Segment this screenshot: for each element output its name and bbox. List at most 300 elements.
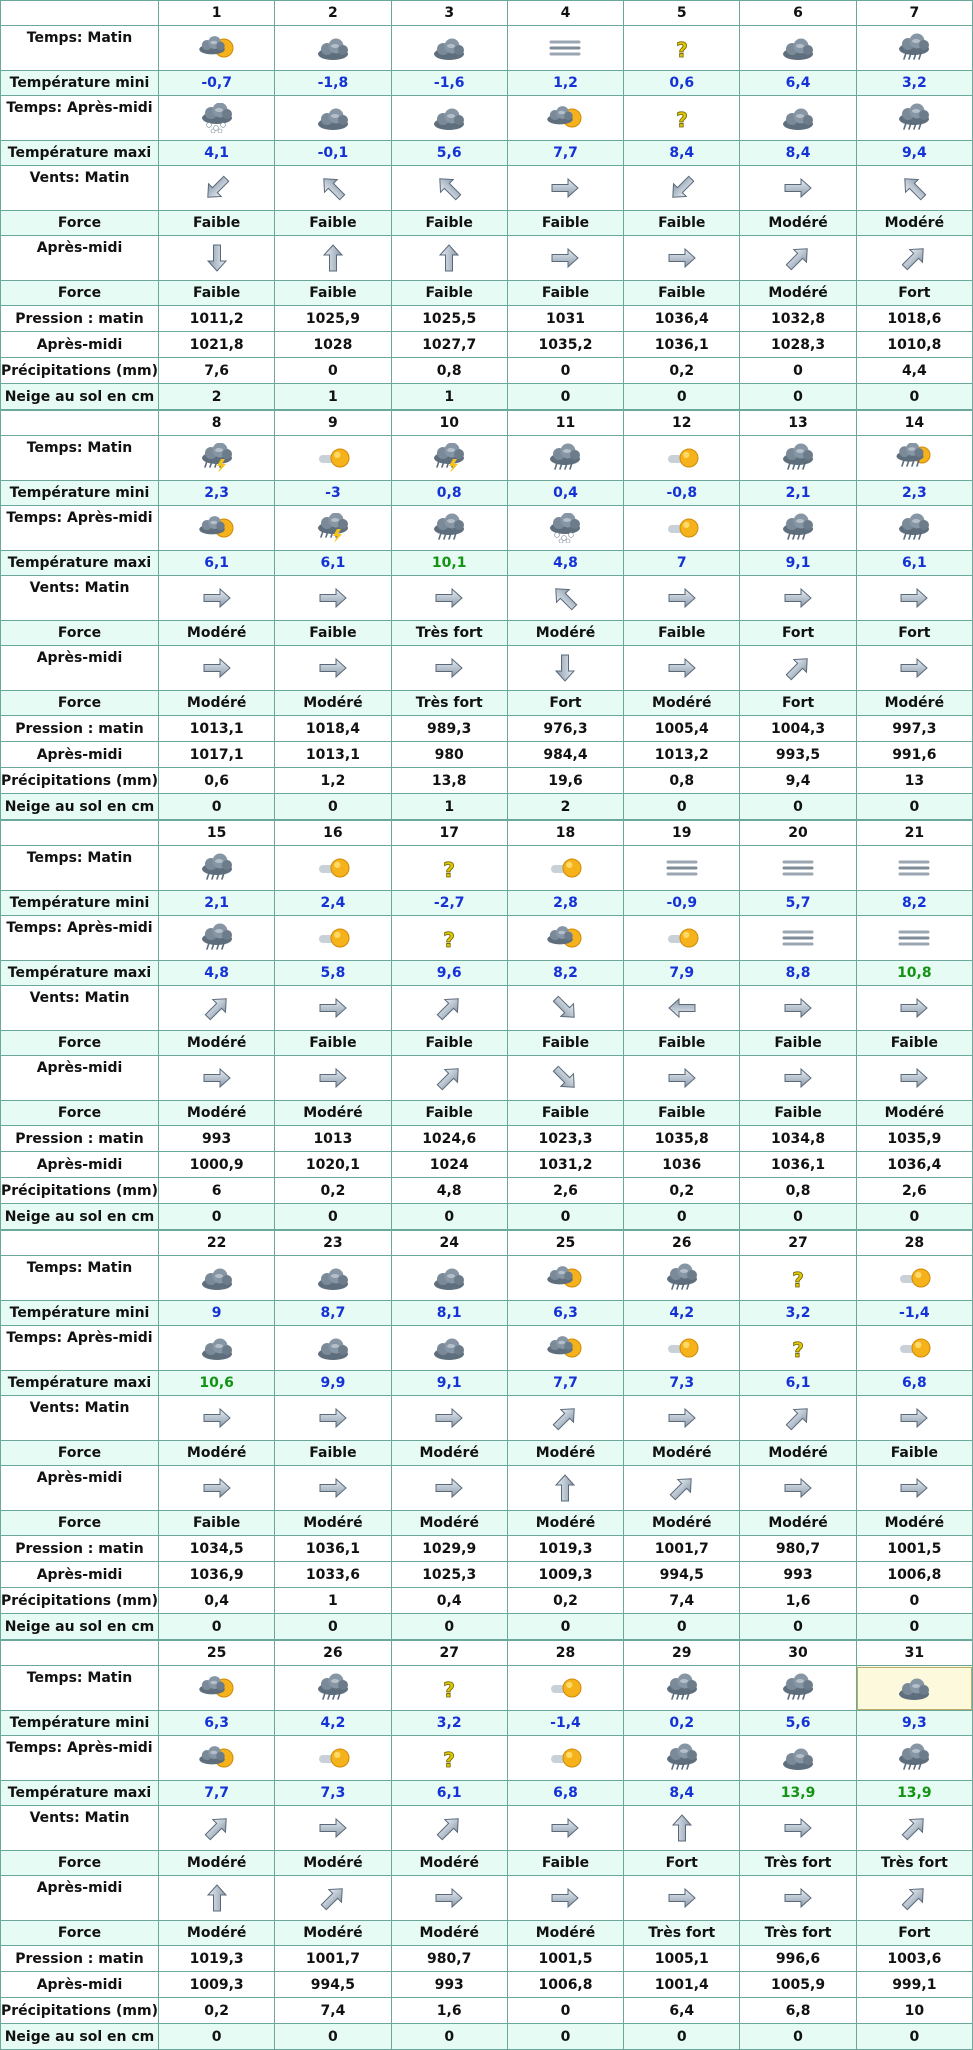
weather-cell[interactable] [159,916,275,961]
weather-cell[interactable] [159,1666,275,1711]
value-cell: 1005,1 [624,1946,740,1972]
weather-cell[interactable] [275,436,391,481]
row-force_pm [1,1921,973,1946]
value-cell: 0 [159,1204,275,1230]
temp-value: 9,9 [275,1371,391,1396]
row-precip [1,768,973,794]
wind-cell [275,236,391,281]
weather-cell[interactable] [740,96,856,141]
wind-arrow-icon [392,583,507,613]
row-wind_am [1,1806,973,1851]
weather-cell[interactable] [856,436,972,481]
weather-cell[interactable] [624,96,740,141]
weather-cell[interactable] [275,1666,391,1711]
row-snow [1,1204,973,1230]
value-cell: Modéré [740,1441,856,1466]
row-label: Force [1,691,159,716]
svg-text:?: ? [675,38,688,62]
rain-icon [392,513,507,543]
weather-cell[interactable] [507,506,623,551]
value-cell: Très fort [740,1851,856,1876]
row-tmax [1,1781,973,1806]
wind-arrow-icon [740,1883,855,1913]
row-tmin [1,891,973,916]
weather-cell[interactable] [507,436,623,481]
weather-cell[interactable] [159,1326,275,1371]
row-tmax [1,961,973,986]
day-number: 14 [856,411,972,436]
weather-cell[interactable] [624,506,740,551]
wind-arrow-icon [392,1063,507,1093]
weather-cell[interactable] [624,1256,740,1301]
temp-value: 5,6 [391,141,507,166]
value-cell: 0 [624,384,740,410]
value-cell: Modéré [275,1511,391,1536]
weather-cell[interactable] [391,506,507,551]
weather-cell[interactable] [391,26,507,71]
temp-value: 0,2 [624,1711,740,1736]
value-cell: 1000,9 [159,1152,275,1178]
weather-cell[interactable] [159,26,275,71]
value-cell: 1035,9 [856,1126,972,1152]
weather-cell[interactable] [740,1666,856,1711]
value-cell: 1001,4 [624,1972,740,1998]
weather-cell[interactable] [507,26,623,71]
wind-cell [159,166,275,211]
value-cell: 1018,4 [275,716,391,742]
value-cell: 10 [856,1998,972,2024]
value-cell: Modéré [624,1441,740,1466]
value-cell: 1 [391,794,507,820]
temp-value: 8,4 [624,141,740,166]
wind-arrow-icon [392,173,507,203]
corner-cell [1,821,159,846]
value-cell: 0 [275,1204,391,1230]
corner-cell [1,1231,159,1256]
svg-text:?: ? [792,1338,804,1362]
value-cell: Modéré [856,1101,972,1126]
row-weather_pm [1,1326,973,1371]
wind-cell [740,1806,856,1851]
unknown-icon [392,1673,507,1703]
value-cell: 1025,3 [391,1562,507,1588]
temp-value: 6,4 [740,71,856,96]
week-table [0,0,973,410]
value-cell: Faible [624,211,740,236]
weather-cell[interactable] [624,1666,740,1711]
value-cell: Modéré [159,1851,275,1876]
weather-cell[interactable] [159,846,275,891]
wind-arrow-icon [508,1883,623,1913]
wind-cell [507,166,623,211]
wind-arrow-icon [508,1063,623,1093]
row-label: Température mini [1,1301,159,1326]
temp-value: 2,1 [159,891,275,916]
weather-cell[interactable] [856,1736,972,1781]
unknown-icon [392,853,507,883]
temp-value: -0,7 [159,71,275,96]
wind-arrow-icon [740,653,855,683]
weather-cell[interactable] [159,96,275,141]
weather-cell[interactable] [856,1326,972,1371]
value-cell: Faible [856,1031,972,1056]
wind-arrow-icon [159,1403,274,1433]
weather-cell[interactable] [740,846,856,891]
value-cell: Modéré [856,1511,972,1536]
value-cell: 993,5 [740,742,856,768]
corner-cell [1,411,159,436]
wind-arrow-icon [392,993,507,1023]
row-label: Temps: Matin [1,846,159,891]
wind-cell [159,1806,275,1851]
weather-cell[interactable] [391,1666,507,1711]
temp-value: 2,3 [856,481,972,506]
weather-cell[interactable] [624,1326,740,1371]
value-cell: 993 [159,1126,275,1152]
weather-cell[interactable] [740,1326,856,1371]
wind-arrow-icon [392,1473,507,1503]
sun-rain-icon [857,443,972,473]
rain-icon [740,513,855,543]
value-cell: 0 [507,1998,623,2024]
row-days [1,821,973,846]
cloud-icon [275,103,390,133]
row-tmin [1,1711,973,1736]
value-cell: 2,6 [856,1178,972,1204]
weather-cell[interactable] [740,916,856,961]
value-cell: 0,8 [624,768,740,794]
value-cell: Faible [507,1031,623,1056]
weather-cell[interactable] [275,96,391,141]
weather-cell[interactable] [856,846,972,891]
row-force_pm [1,1511,973,1536]
weather-cell[interactable] [624,916,740,961]
corner-cell [1,1,159,26]
weather-cell[interactable] [159,436,275,481]
wind-arrow-icon [392,653,507,683]
value-cell: 0,6 [159,768,275,794]
weather-cell[interactable] [856,1666,972,1711]
value-cell: 1005,9 [740,1972,856,1998]
temp-value: 8,4 [740,141,856,166]
row-p_am [1,1536,973,1562]
row-label: Après-midi [1,1972,159,1998]
temp-value: 5,7 [740,891,856,916]
weather-cell[interactable] [740,506,856,551]
storm-icon [392,443,507,473]
value-cell: 1013,1 [159,716,275,742]
day-number: 25 [159,1641,275,1666]
week-table [0,1640,973,2050]
wind-arrow-icon [159,993,274,1023]
value-cell: Faible [391,211,507,236]
wind-cell [159,576,275,621]
row-precip [1,358,973,384]
row-days [1,411,973,436]
value-cell: 0 [740,1614,856,1640]
weather-cell[interactable] [507,916,623,961]
day-number: 23 [275,1231,391,1256]
weather-cell[interactable] [391,436,507,481]
value-cell: 0 [624,2024,740,2050]
value-cell: Modéré [275,1921,391,1946]
temp-value: -2,7 [391,891,507,916]
weather-cell[interactable] [275,1256,391,1301]
day-number: 21 [856,821,972,846]
temp-value: 9,4 [856,141,972,166]
sun-icon [857,1333,972,1363]
value-cell: 1019,3 [507,1536,623,1562]
temp-value: 7,7 [507,1371,623,1396]
row-label: Température mini [1,1711,159,1736]
value-cell: Faible [159,281,275,306]
day-number: 17 [391,821,507,846]
wind-cell [391,1876,507,1921]
row-label: Force [1,1031,159,1056]
value-cell: 1020,1 [275,1152,391,1178]
row-label: Temps: Matin [1,1666,159,1711]
row-label: Température mini [1,481,159,506]
value-cell: 0 [507,384,623,410]
row-force_am [1,1441,973,1466]
value-cell: 1027,7 [391,332,507,358]
sun-icon [624,443,739,473]
value-cell: 0 [624,1614,740,1640]
wind-arrow-icon [624,583,739,613]
value-cell: Faible [740,1031,856,1056]
weather-cell[interactable] [856,916,972,961]
weather-cell[interactable] [391,96,507,141]
weather-cell[interactable] [391,1256,507,1301]
weather-cell[interactable] [507,1326,623,1371]
weather-cell[interactable] [507,1256,623,1301]
weather-cell[interactable] [275,1326,391,1371]
weather-cell[interactable] [275,916,391,961]
value-cell: 1011,2 [159,306,275,332]
value-cell: Faible [624,1101,740,1126]
temp-value: 13,9 [740,1781,856,1806]
weather-cell[interactable] [624,26,740,71]
value-cell: 0 [624,794,740,820]
corner-cell [1,1641,159,1666]
row-p_pm [1,1562,973,1588]
value-cell: 1017,1 [159,742,275,768]
row-label: Après-midi [1,1152,159,1178]
weather-cell[interactable] [275,1736,391,1781]
wind-cell [507,1056,623,1101]
value-cell: 1004,3 [740,716,856,742]
value-cell: 996,6 [740,1946,856,1972]
wind-arrow-icon [275,243,390,273]
value-cell: 4,4 [856,358,972,384]
wind-cell [275,576,391,621]
wind-arrow-icon [508,1813,623,1843]
wind-arrow-icon [275,1473,390,1503]
sun-cloud-icon [508,923,623,953]
temp-value: 8,2 [856,891,972,916]
value-cell: Modéré [275,1851,391,1876]
weather-cell[interactable] [275,846,391,891]
weather-cell[interactable] [391,1326,507,1371]
value-cell: 0,2 [159,1998,275,2024]
value-cell: 0 [507,358,623,384]
value-cell: Fort [624,1851,740,1876]
weather-cell[interactable] [624,846,740,891]
weather-cell[interactable] [159,1736,275,1781]
snow-icon [508,513,623,543]
day-number: 5 [624,1,740,26]
row-wind_pm [1,1466,973,1511]
day-number: 19 [624,821,740,846]
temp-value: 0,4 [507,481,623,506]
value-cell: 0 [856,794,972,820]
row-label: Vents: Matin [1,166,159,211]
day-number: 29 [624,1641,740,1666]
value-cell: 1,6 [391,1998,507,2024]
temp-value: 2,8 [507,891,623,916]
value-cell: 1,2 [275,768,391,794]
value-cell: 0 [740,2024,856,2050]
value-cell: Fort [507,691,623,716]
value-cell: 0,2 [275,1178,391,1204]
weather-cell[interactable] [275,506,391,551]
value-cell: 0 [391,1204,507,1230]
unknown-icon [624,33,739,63]
value-cell: 0 [740,1204,856,1230]
row-force_pm [1,1101,973,1126]
wind-arrow-icon [624,993,739,1023]
weather-cell[interactable] [740,436,856,481]
weather-cell[interactable] [624,436,740,481]
row-label: Neige au sol en cm [1,1614,159,1640]
row-label: Après-midi [1,742,159,768]
row-snow [1,384,973,410]
row-weather_am [1,26,973,71]
wind-arrow-icon [392,1883,507,1913]
weather-cell[interactable] [391,846,507,891]
value-cell: 1005,4 [624,716,740,742]
value-cell: 1003,6 [856,1946,972,1972]
sun-cloud-icon [508,1333,623,1363]
temp-value: -0,9 [624,891,740,916]
value-cell: Modéré [740,281,856,306]
value-cell: Faible [275,281,391,306]
cloud-icon [740,103,855,133]
wind-cell [624,576,740,621]
value-cell: 0,8 [740,1178,856,1204]
temp-value: 9,1 [740,551,856,576]
weather-cell[interactable] [507,846,623,891]
weather-cell[interactable] [275,26,391,71]
wind-cell [391,576,507,621]
svg-text:?: ? [443,1748,456,1772]
day-number: 7 [856,1,972,26]
weather-cell[interactable] [740,1256,856,1301]
value-cell: 1035,8 [624,1126,740,1152]
value-cell: 0 [856,1588,972,1614]
weather-cell[interactable] [624,1736,740,1781]
value-cell: 1033,6 [275,1562,391,1588]
week-table [0,410,973,820]
wind-arrow-icon [624,243,739,273]
weather-cell[interactable] [391,916,507,961]
value-cell: Modéré [391,1851,507,1876]
wind-arrow-icon [740,583,855,613]
value-cell: 19,6 [507,768,623,794]
weather-cell[interactable] [507,96,623,141]
weather-cell[interactable] [856,506,972,551]
temp-value: 7,7 [159,1781,275,1806]
temp-value: 6,8 [507,1781,623,1806]
value-cell: 0 [624,1204,740,1230]
wind-cell [391,1396,507,1441]
row-label: Après-midi [1,332,159,358]
value-cell: 2,6 [507,1178,623,1204]
weather-cell[interactable] [159,1256,275,1301]
temp-value: 2,3 [159,481,275,506]
day-number: 6 [740,1,856,26]
wind-arrow-icon [508,1473,623,1503]
svg-text:?: ? [675,108,688,132]
wind-arrow-icon [159,1813,274,1843]
weather-cell[interactable] [856,1256,972,1301]
value-cell: Fort [740,621,856,646]
row-p_am [1,716,973,742]
weather-cell[interactable] [391,1736,507,1781]
value-cell: Faible [624,621,740,646]
row-wind_pm [1,1876,973,1921]
day-number: 12 [624,411,740,436]
row-force_pm [1,691,973,716]
row-label: Température maxi [1,141,159,166]
value-cell: 989,3 [391,716,507,742]
value-cell: Modéré [391,1511,507,1536]
weather-cell[interactable] [856,26,972,71]
cloud-icon [392,33,507,63]
temp-value: -1,8 [275,71,391,96]
row-force_am [1,1851,973,1876]
weather-cell[interactable] [740,1736,856,1781]
value-cell: 1006,8 [856,1562,972,1588]
value-cell: 1001,7 [624,1536,740,1562]
weather-cell[interactable] [507,1666,623,1711]
wind-arrow-icon [624,1473,739,1503]
wind-arrow-icon [624,1813,739,1843]
week-table [0,1230,973,1640]
wind-arrow-icon [624,1063,739,1093]
weather-cell[interactable] [507,1736,623,1781]
row-p_am [1,306,973,332]
wind-cell [275,1876,391,1921]
day-number: 27 [391,1641,507,1666]
sun-icon [624,1333,739,1363]
wind-cell [740,236,856,281]
value-cell: Faible [624,1031,740,1056]
weather-cell[interactable] [159,506,275,551]
wind-cell [275,646,391,691]
value-cell: Modéré [159,691,275,716]
weather-cell[interactable] [740,26,856,71]
temp-value: 6,3 [159,1711,275,1736]
value-cell: 1025,9 [275,306,391,332]
wind-cell [856,1876,972,1921]
wind-arrow-icon [392,243,507,273]
cloud-icon [275,33,390,63]
row-weather_am [1,846,973,891]
value-cell: 6,8 [740,1998,856,2024]
temp-value: 3,2 [740,1301,856,1326]
weather-cell[interactable] [856,96,972,141]
